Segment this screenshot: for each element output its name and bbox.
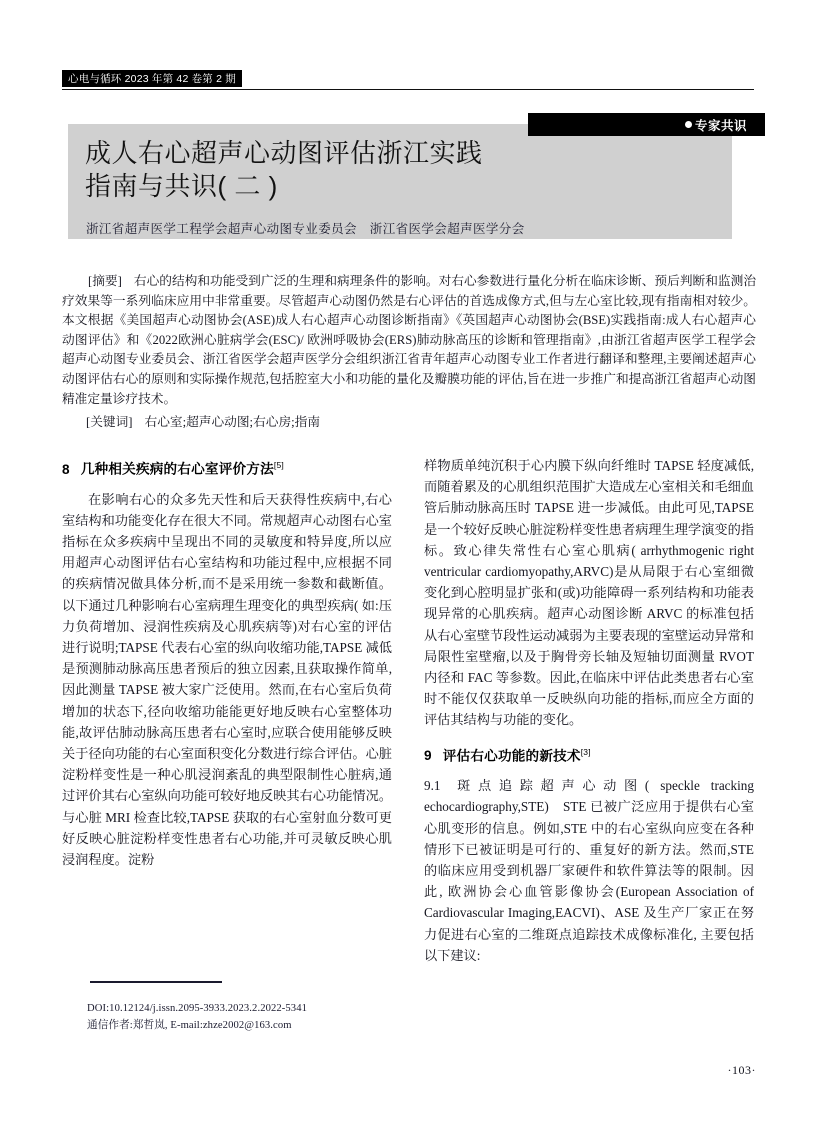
subsection-9-1-number: 9.1 bbox=[424, 778, 441, 794]
body-column-right bbox=[424, 455, 754, 966]
section-8-paragraph-left: 在影响右心的众多先天性和后天获得性疾病中,右心室结构和功能变化存在很大不同。常规超声心动图右心室指标在众多疾病中呈现出不同的灵敏度和特异度,所以应用超声心动图评估右心室结构和功能过程中,应根据不同的疾病情况做具体分析,而不是采用统一参数和截断值。以下通过几种影响右心室病理生理变化的典型疾病( 如:压力负荷增加、浸润性疾病及心肌疾病等)对右心室的评估进行说明;TAPSE 代表右心室的纵向收缩功能,TAPSE 减低是预测肺动脉高压患者预后的独立因素,且获取操作简单,因此测量 TAPSE 被大家广泛使用。然而,在右心室后负荷增加的状态下,径向收缩功能能更好地反映右心室整体功能,故评估肺动脉高压患者右心室时,应联合使用能够反映关于径向功能的右心室面积变化分数进行综合评估。心脏淀粉样变性是一种心肌浸润紊乱的典型限制性心脏病,通过评价其右心室纵向功能可较好地反映其右心功能情况。与心脏 MRI 检查比较,TAPSE 获取的右心室射血分数可更好反映心脏淀粉样变性患者右心功能,并可灵敏反映心肌浸润程度。淀粉 bbox=[62, 491, 392, 867]
abstract-label: [摘要] bbox=[88, 274, 122, 288]
section-9-number: 9 bbox=[424, 748, 432, 764]
page-number: ·103· bbox=[727, 1063, 756, 1077]
abstract-block bbox=[62, 272, 756, 433]
section-8-paragraph-right: 样物质单纯沉积于心内膜下纵向纤维时 TAPSE 轻度减低,而随着累及的心肌组织范围扩大造成左心室相关和毛细血管后肺动脉高压时 TAPSE 进一步减低。由此可见,TAPSE 是一个较好反映心脏淀粉样变性患者病理生理学演变的指标。致心律失常性右心室心肌病( arrhythmogenic right ventricular cardiomyopathy,ARVC)是从局限于右心室细微变化到心腔明显扩张和(或)功能障碍一系列结构和功能表现异常的心肌疾病。超声心动图诊断 ARVC 的标准包括从右心室壁节段性运动减弱为主要表现的室壁运动异常和局限性室壁瘤,以及于胸骨旁长轴及短轴切面测量 RVOT 内径和 FAC 等参数。因此,在临床中评估此类患者右心室时不能仅仅获取单一反映纵向功能的指标,而应全方面的评估其结构与功能的变化。 bbox=[424, 458, 754, 728]
section-8-reference: [5] bbox=[273, 460, 284, 470]
keywords-paragraph bbox=[62, 413, 756, 433]
footnote-doi: DOI:10.12124/j.issn.2095-3933.2023.2.2022-5341 bbox=[87, 1003, 308, 1014]
section-8-number: 8 bbox=[62, 461, 70, 477]
header-divider bbox=[62, 89, 754, 90]
subsection-9-1 bbox=[424, 775, 754, 966]
keywords-label: [关键词] bbox=[86, 415, 133, 430]
section-heading-8 bbox=[62, 455, 392, 480]
running-header bbox=[62, 70, 242, 87]
body-column-left bbox=[62, 455, 392, 870]
status-badge bbox=[528, 113, 765, 136]
section-9-title: 评估右心功能的新技术 bbox=[442, 748, 581, 764]
section-heading-9 bbox=[424, 742, 754, 767]
footnote-corresponding-author: 通信作者:郑哲岚, E-mail:zhze2002@163.com bbox=[87, 1020, 292, 1031]
footnote-divider bbox=[90, 981, 222, 983]
section-8-title: 几种相关疾病的右心室评价方法 bbox=[80, 461, 274, 477]
running-header-text: 心电与循环 2023 年第 42 卷第 2 期 bbox=[68, 73, 236, 85]
keywords-text: 右心室;超声心动图;右心房;指南 bbox=[144, 415, 321, 430]
page-title bbox=[85, 137, 705, 203]
footnote-block bbox=[87, 1000, 407, 1034]
badge-label: 专家共识 bbox=[694, 118, 747, 133]
subsection-9-1-text: 斑点追踪超声心动图( speckle tracking echocardiography,STE) STE 已被广泛应用于提供右心室心肌变形的信息。例如,STE 中的右心室纵向应变在各种情形下已被证明是可行的、重复好的新方法。然而,STE 的临床应用受到机器厂家硬件和软件算法等的限制。因此, 欧洲协会心血管影像协会(European Association of Cardiovascular Imaging,EACVI)、ASE 及生产厂家正在努力促进右心室的二维斑点追踪技术成像标准化, 主要包括以下建议: bbox=[424, 778, 754, 963]
abstract-paragraph bbox=[62, 272, 756, 409]
author-affiliations: 浙江省超声医学工程学会超声心动图专业委员会 浙江省医学会超声医学分会 bbox=[86, 222, 525, 236]
bullet-dot-icon bbox=[685, 121, 692, 128]
page-title-line2: 指南与共识( 二 ) bbox=[85, 171, 278, 201]
abstract-text: 右心的结构和功能受到广泛的生理和病理条件的影响。对右心参数进行量化分析在临床诊断、预后判断和监测治疗效果等一系列临床应用中非常重要。尽管超声心动图仍然是右心评估的首选成像方式,但与左心室比较,现有指南相对较少。本文根据《美国超声心动图协会(ASE)成人右心超声心动图诊断指南》《英国超声心动图协会(BSE)实践指南:成人右心超声心动图评估》和《2022欧洲心脏病学会(ESC)/ 欧洲呼吸协会(ERS)肺动脉高压的诊断和管理指南》,由浙江省超声医学工程学会超声心动图专业委员会、浙江省医学会超声医学分会组织浙江省青年超声心动图专业工作者进行翻译和整理,主要阐述超声心动图评估右心的原则和实际操作规范,包括腔室大小和功能的量化及瓣膜功能的评估,旨在进一步推广和提高浙江省超声心动图精准定量诊疗技术。 bbox=[62, 274, 757, 406]
section-9-reference: [3] bbox=[580, 746, 591, 757]
page-title-line1: 成人右心超声心动图评估浙江实践 bbox=[85, 138, 483, 168]
